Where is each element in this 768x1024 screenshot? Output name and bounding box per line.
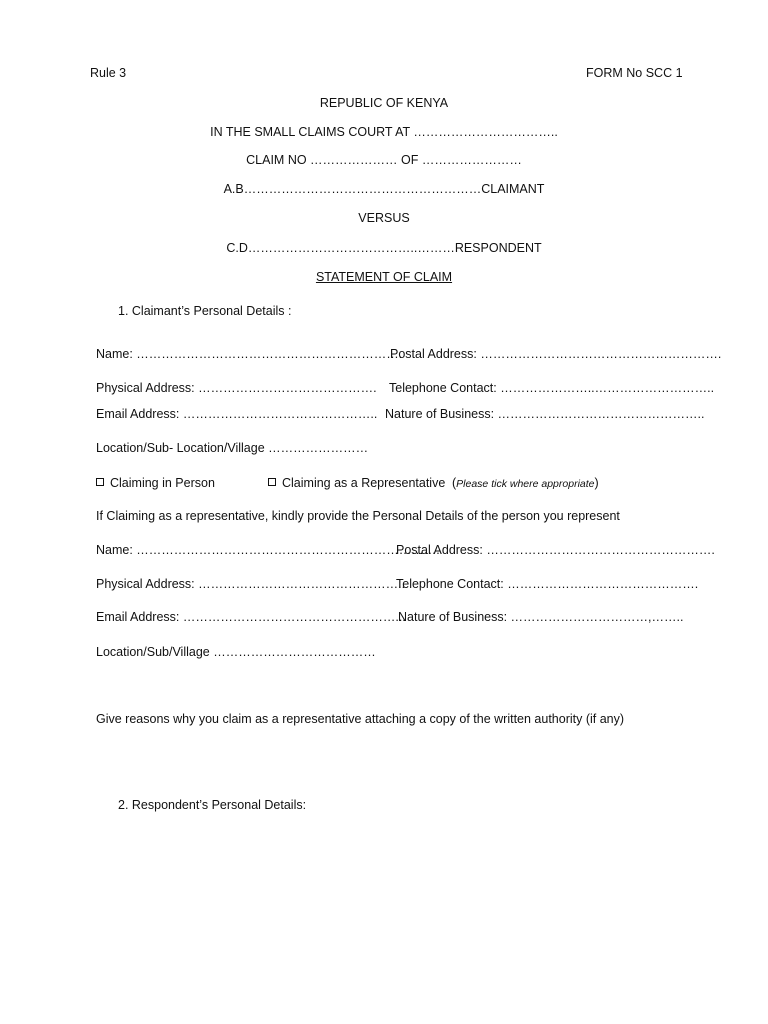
section-2-heading: 2. Respondent’s Personal Details: xyxy=(118,798,307,812)
versus-label: VERSUS xyxy=(358,211,410,225)
representative-reasons-prompt: Give reasons why you claim as a representative attaching a copy of the written authority (if any) xyxy=(96,712,625,726)
rep-nature-of-business-field: Nature of Business: ……………………………,…….. xyxy=(398,610,684,624)
representative-intro: If Claiming as a representative, kindly provide the Personal Details of the person you represent xyxy=(96,509,620,523)
claiming-in-person-checkbox[interactable] xyxy=(96,478,104,486)
rep-location-field: Location/Sub/Village ………………………………… xyxy=(96,645,376,659)
rep-postal-address-field: Postal Address: ………………………………………………. xyxy=(396,543,715,557)
respondent-line: C.D…………………………………..………RESPONDENT xyxy=(226,241,542,255)
claimant-email-field: Email Address: ……………………………………….. xyxy=(96,407,378,421)
claiming-in-person-label: Claiming in Person xyxy=(110,476,215,490)
statement-of-claim-title: STATEMENT OF CLAIM xyxy=(315,270,453,284)
court-heading: IN THE SMALL CLAIMS COURT AT …………………………….. xyxy=(210,125,558,139)
claimant-postal-address-field: Postal Address: …………………………………………………. xyxy=(390,347,722,361)
republic-heading: REPUBLIC OF KENYA xyxy=(319,96,449,110)
claiming-as-representative-checkbox[interactable] xyxy=(268,478,276,486)
tick-instruction-text: Please tick where appropriate xyxy=(456,478,595,490)
claimant-location-field: Location/Sub- Location/Village …………………… xyxy=(96,441,369,455)
section-1-heading: 1. Claimant’s Personal Details : xyxy=(118,304,292,318)
claimant-name-field: Name: ………………………………………………………. xyxy=(96,347,403,361)
claimant-physical-address-field: Physical Address: ……………………………………. xyxy=(96,381,377,395)
rep-name-field: Name: ………………………………………………………………. xyxy=(96,543,440,557)
claimant-nature-of-business-field: Nature of Business: ………………………………………….. xyxy=(385,407,705,421)
tick-instruction: (Please tick where appropriate) xyxy=(452,476,599,490)
rep-email-field: Email Address: ……………………………………………... xyxy=(96,610,406,624)
claimant-line: A.B…………………………………………………CLAIMANT xyxy=(223,182,545,196)
claim-number-line: CLAIM NO ………………… OF …………………… xyxy=(246,153,522,167)
form-number: FORM No SCC 1 xyxy=(586,66,683,80)
rule-label: Rule 3 xyxy=(90,66,127,80)
claiming-in-person-option[interactable] xyxy=(96,475,215,491)
rep-telephone-field: Telephone Contact: ………………………………………. xyxy=(396,577,699,591)
claimant-telephone-field: Telephone Contact: …………………..……………………….. xyxy=(389,381,715,395)
rep-physical-address-field: Physical Address: ………………………………………….. xyxy=(96,577,406,591)
claiming-as-representative-label: Claiming as a Representative xyxy=(282,476,446,490)
claiming-as-representative-option[interactable] xyxy=(268,475,445,491)
